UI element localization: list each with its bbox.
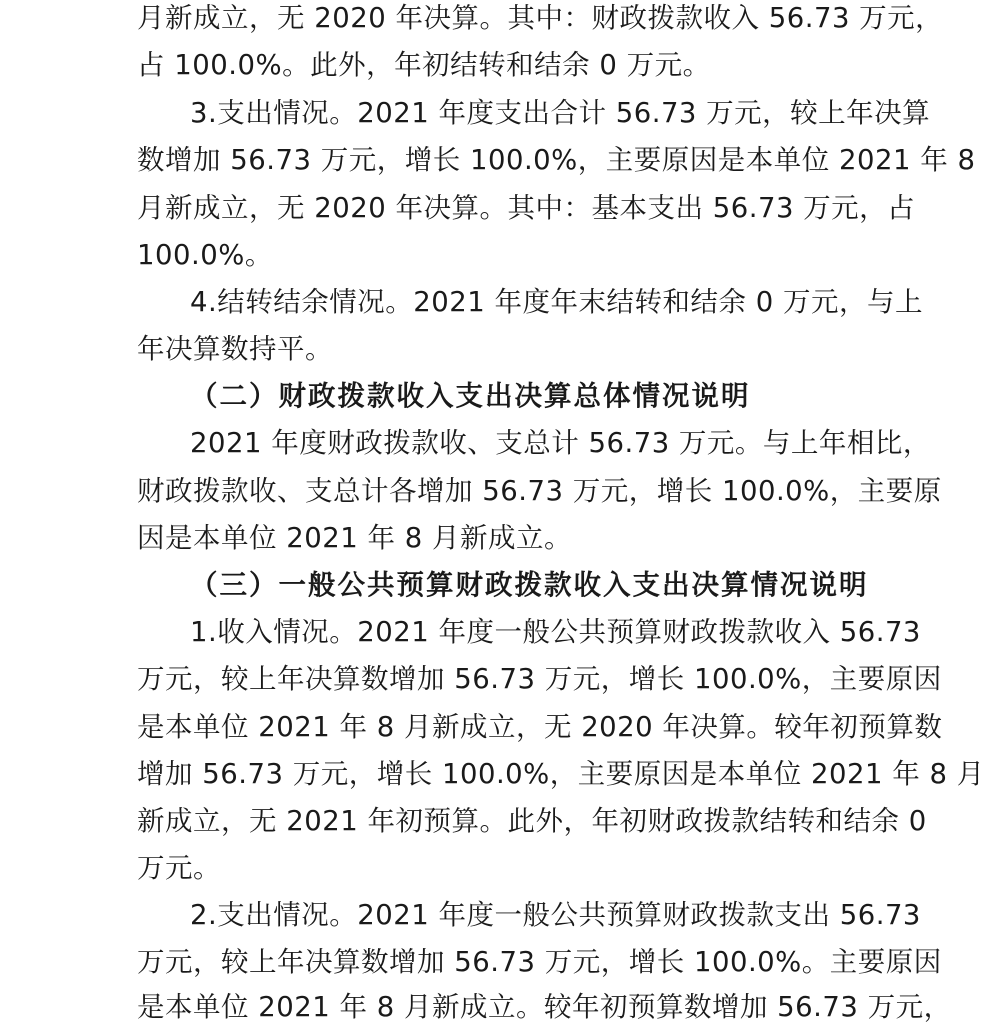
section-heading: （二）财政拨款收入支出决算总体情况说明 <box>190 380 751 412</box>
section-heading: （三）一般公共预算财政拨款收入支出决算情况说明 <box>190 569 869 601</box>
text-line: 月新成立，无 2020 年决算。其中：基本支出 56.73 万元，占 <box>137 192 916 224</box>
paragraph-first-line: 2021 年度财政拨款收、支总计 56.73 万元。与上年相比， <box>190 427 931 459</box>
paragraph-first-line: 4.结转结余情况。2021 年度年末结转和结余 0 万元，与上 <box>190 286 923 318</box>
text-line: 万元，较上年决算数增加 56.73 万元，增长 100.0%，主要原因 <box>137 663 942 695</box>
paragraph-first-line: 3.支出情况。2021 年度支出合计 56.73 万元，较上年决算 <box>190 97 931 129</box>
text-line: 增加 56.73 万元，增长 100.0%，主要原因是本单位 2021 年 8 月 <box>137 758 985 790</box>
paragraph-first-line: 2.支出情况。2021 年度一般公共预算财政拨款支出 56.73 <box>190 899 921 931</box>
text-line: 占 100.0%。此外，年初结转和结余 0 万元。 <box>137 49 711 81</box>
paragraph-first-line: 1.收入情况。2021 年度一般公共预算财政拨款收入 56.73 <box>190 616 921 648</box>
text-line: 月新成立，无 2020 年决算。其中：财政拨款收入 56.73 万元， <box>137 2 944 34</box>
text-line: 万元，较上年决算数增加 56.73 万元，增长 100.0%。主要原因 <box>137 946 942 978</box>
text-line: 100.0%。 <box>137 239 273 271</box>
text-line: 万元。 <box>137 852 221 884</box>
text-line: 新成立，无 2021 年初预算。此外，年初财政拨款结转和结余 0 <box>137 805 927 837</box>
text-line: 数增加 56.73 万元，增长 100.0%，主要原因是本单位 2021 年 8 <box>137 144 976 176</box>
text-line: 年决算数持平。 <box>137 333 333 365</box>
text-line: 因是本单位 2021 年 8 月新成立。 <box>137 522 572 554</box>
text-line: 是本单位 2021 年 8 月新成立。较年初预算数增加 56.73 万元， <box>137 991 952 1023</box>
text-line: 财政拨款收、支总计各增加 56.73 万元，增长 100.0%，主要原 <box>137 475 942 507</box>
text-line: 是本单位 2021 年 8 月新成立，无 2020 年决算。较年初预算数 <box>137 711 943 743</box>
